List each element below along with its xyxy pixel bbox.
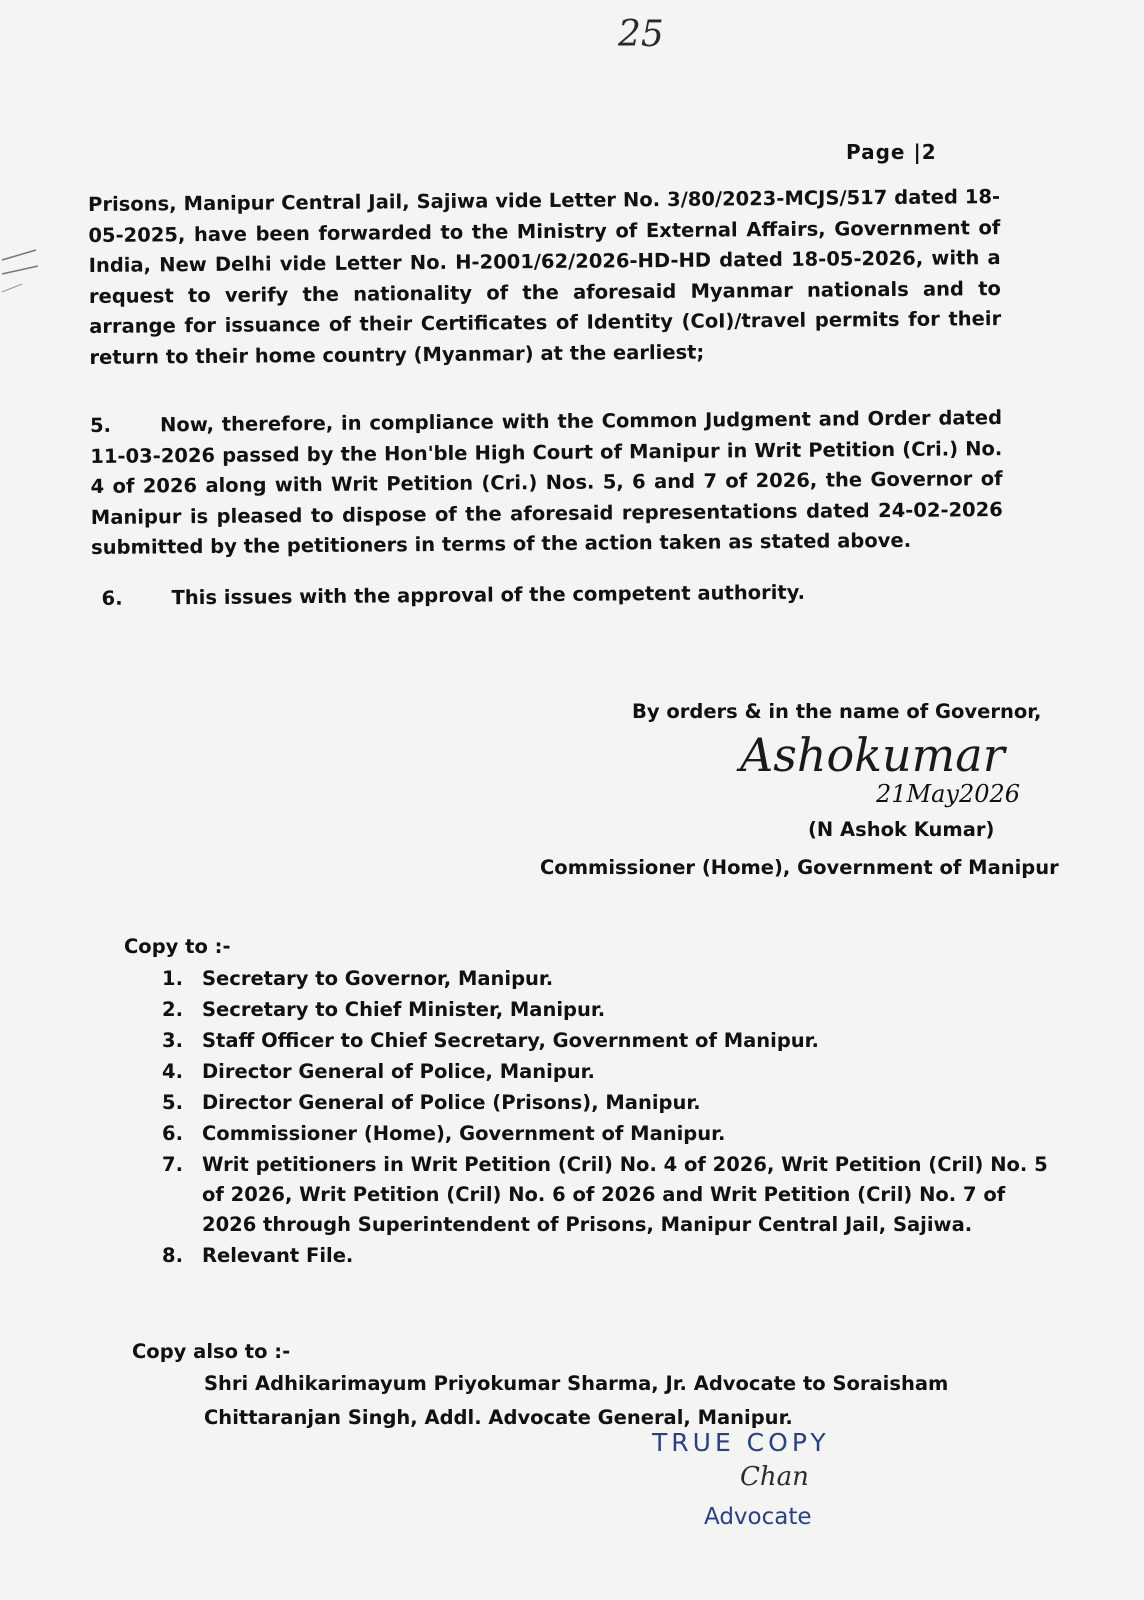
list-item <box>124 1088 1054 1118</box>
list-item-text: Staff Officer to Chief Secretary, Government of Manipur. <box>202 1029 819 1052</box>
by-orders-line: By orders & in the name of Governor, <box>632 700 1042 723</box>
list-item <box>124 1119 1054 1149</box>
list-item <box>124 1057 1054 1087</box>
list-item <box>124 1150 1054 1240</box>
margin-marks <box>0 240 40 300</box>
signature-date: 21May2026 <box>876 780 1021 808</box>
list-item-number: 3. <box>162 1029 183 1052</box>
paragraph-number: 5. <box>89 413 112 437</box>
signatory-designation: Commissioner (Home), Government of Manipur <box>540 856 1059 879</box>
list-item <box>124 1241 1054 1271</box>
list-item-text: Director General of Police (Prisons), Manipur. <box>202 1091 701 1114</box>
handwritten-page-number: 25 <box>618 14 664 55</box>
copy-to-heading: Copy to :- <box>124 935 231 958</box>
list-item-number: 5. <box>162 1091 183 1114</box>
list-item-number: 1. <box>162 967 183 990</box>
list-item-text: Secretary to Governor, Manipur. <box>202 967 554 990</box>
list-item-text: Commissioner (Home), Government of Manipur. <box>202 1122 726 1145</box>
stamp-signature: Chan <box>740 1462 809 1492</box>
list-item-text: Relevant File. <box>202 1244 354 1267</box>
list-item-text: Writ petitioners in Writ Petition (Cril) No. 4 of 2026, Writ Petition (Cril) No. 5 of 2026, Writ Petition (Cril) No. 6 of 2026 and Writ Petition (Cril) No. 7 of 2026 through Superintendent of Prisons, Manipur Central Jail, Sajiwa. <box>202 1153 1048 1236</box>
signatory-name: (N Ashok Kumar) <box>808 818 995 841</box>
list-item <box>124 964 1054 994</box>
letter-body <box>88 182 1004 614</box>
paragraph-5 <box>90 403 1003 563</box>
list-item-number: 8. <box>162 1244 183 1267</box>
list-item-number: 4. <box>162 1060 183 1083</box>
list-item-text: Director General of Police, Manipur. <box>202 1060 595 1083</box>
copy-also-to-section <box>132 1340 1072 1435</box>
list-item <box>124 1026 1054 1056</box>
paragraph-text: This issues with the approval of the competent authority. <box>171 580 806 609</box>
list-item-number: 6. <box>162 1122 183 1145</box>
page-label: Page |2 <box>846 140 937 164</box>
paragraph-text: Now, therefore, in compliance with the Common Judgment and Order dated 11-03-2026 passed by the Hon'ble High Court of Manipur in Writ Petition (Cri.) No. 4 of 2026 along with Writ Petition (Cri.) Nos. 5, 6 and 7 of 2026, the Governor of Manipur is pleased to dispose of the aforesaid representations dated 24-02-2026 submitted by the petitioners in terms of the action taken as stated above. <box>90 406 1003 559</box>
copy-also-to-text: Shri Adhikarimayum Priyokumar Sharma, Jr. Advocate to Soraisham Chittaranjan Singh, Addl. Advocate General, Manipur. <box>204 1372 949 1429</box>
copy-also-to-heading: Copy also to :- <box>132 1340 291 1363</box>
stamp-role: Advocate <box>704 1504 812 1530</box>
list-item-number: 7. <box>162 1153 183 1176</box>
list-item <box>124 995 1054 1025</box>
paragraph-6 <box>101 576 1003 614</box>
stamp-title: TRUE COPY <box>652 1428 830 1457</box>
true-copy-stamp <box>652 1428 892 1538</box>
paragraph-number: 6. <box>101 586 123 610</box>
paragraph-4-continuation: Prisons, Manipur Central Jail, Sajiwa vide Letter No. 3/80/2023-MCJS/517 dated 18-05-2025, have been forwarded to the Ministry of External Affairs, Government of India, New Delhi vide Letter No. H-2001/62/2026-HD-HD dated 18-05-2026, with a request to verify the nationality of the aforesaid Myanmar nationals and to arrange for issuance of their Certificates of Identity (CoI)/travel permits for their return to their home country (Myanmar) at the earliest; <box>88 185 1002 369</box>
copy-to-list <box>124 964 1054 1271</box>
list-item-number: 2. <box>162 998 183 1021</box>
list-item-text: Secretary to Chief Minister, Manipur. <box>202 998 606 1021</box>
handwritten-signature: Ashokumar <box>740 728 1005 782</box>
copy-to-section <box>124 935 1054 1272</box>
